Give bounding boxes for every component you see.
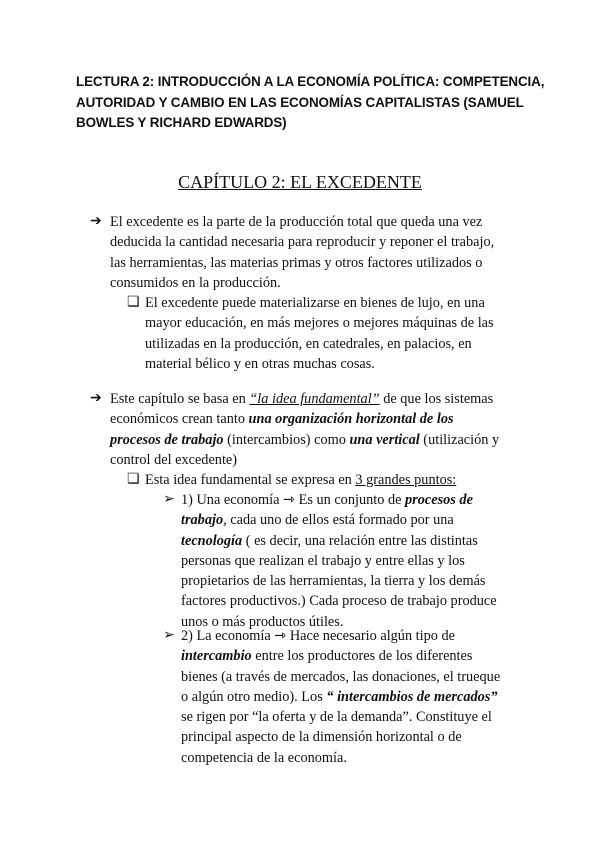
box-bullet-icon: ❏: [127, 472, 140, 487]
point2-paragraph: [181, 626, 551, 768]
section2-paragraph: [110, 389, 560, 470]
text-line: personas que realizan el trabajo y entre ellas y los: [181, 552, 465, 569]
section2-sub-paragraph: Esta idea fundamental se expresa en 3 grandes puntos:: [145, 472, 457, 488]
text-line: se rigen por “la oferta y de la demanda”. Constituye el: [181, 709, 492, 726]
text-line: intercambio entre los productores de los diferentes: [181, 648, 473, 665]
text-line: material bélico y en otras muchas cosas.: [145, 355, 375, 372]
text-line: propietarios de las herramientas, la tierra y los demás: [181, 573, 486, 590]
chevron-bullet-icon: ➢: [163, 628, 175, 643]
idea-fundamental-text: “la idea fundamental”: [249, 391, 380, 407]
text-line: El excedente es la parte de la producción total que queda una vez: [110, 214, 483, 230]
text-line: El excedente puede materializarse en bienes de lujo, en una: [145, 295, 485, 311]
header-line: LECTURA 2: INTRODUCCIÓN A LA ECONOMÍA POLÍTICA: COMPETENCIA,: [76, 74, 545, 89]
point1-paragraph: [181, 490, 551, 632]
text-line: competencia de la economía.: [181, 749, 347, 766]
text-line: las herramientas, las materias primas y otros factores utilizados o: [110, 254, 483, 271]
text-line: principal aspecto de la dimensión horizontal o de: [181, 729, 462, 746]
text-line: consumidos en la producción.: [110, 274, 281, 291]
text-line: Este capítulo se basa en “la idea fundamental” de que los sistemas: [110, 391, 494, 407]
text-line: 2) La economía ⇾ Hace necesario algún tipo de: [181, 628, 455, 644]
text-line: tecnología ( es decir, una relación entre las distintas: [181, 532, 478, 549]
section1-paragraph: [110, 212, 550, 293]
text-line: deducida la cantidad necesaria para reproducir y reponer el trabajo,: [110, 234, 495, 251]
section1-sub-paragraph: [145, 293, 545, 374]
small-arrow-icon: ⇾: [283, 492, 296, 508]
text-line: trabajo, cada uno de ellos está formado por una: [181, 512, 454, 529]
header-line: AUTORIDAD Y CAMBIO EN LAS ECONOMÍAS CAPITALISTAS (SAMUEL: [76, 94, 524, 110]
chapter-title: [0, 170, 600, 194]
text-line: unos o más productos útiles.: [181, 613, 344, 630]
text-line: utilizadas en la producción, en catedrales, en palacios, en: [145, 335, 472, 352]
text-line: factores productivos.) Cada proceso de trabajo produce: [181, 593, 497, 610]
text-line: económicos crean tanto una organización horizontal de los: [110, 411, 454, 428]
arrow-bullet-icon: ➔: [90, 391, 102, 406]
text-line: o algún otro medio). Los “ intercambios de mercados”: [181, 688, 498, 705]
chapter-title-text: CAPÍTULO 2: EL EXCEDENTE: [178, 172, 422, 192]
box-bullet-icon: ❏: [127, 295, 140, 310]
text-line: 1) Una economía ⇾ Es un conjunto de procesos de: [181, 492, 473, 508]
small-arrow-icon: ⇾: [274, 628, 287, 644]
text-line: control del excedente): [110, 451, 238, 468]
text-line: bienes (a través de mercados, las donaciones, el trueque: [181, 668, 501, 685]
header-line: BOWLES Y RICHARD EDWARDS): [76, 115, 287, 130]
document-header: [76, 72, 546, 134]
chevron-bullet-icon: ➢: [163, 492, 175, 507]
grandes-puntos-text: 3 grandes puntos:: [355, 472, 457, 488]
arrow-bullet-icon: ➔: [90, 214, 102, 229]
text-line: mayor educación, en más mejores o mejores máquinas de las: [145, 315, 494, 332]
text-line: procesos de trabajo (intercambios) como una vertical (utilización y: [110, 431, 500, 448]
